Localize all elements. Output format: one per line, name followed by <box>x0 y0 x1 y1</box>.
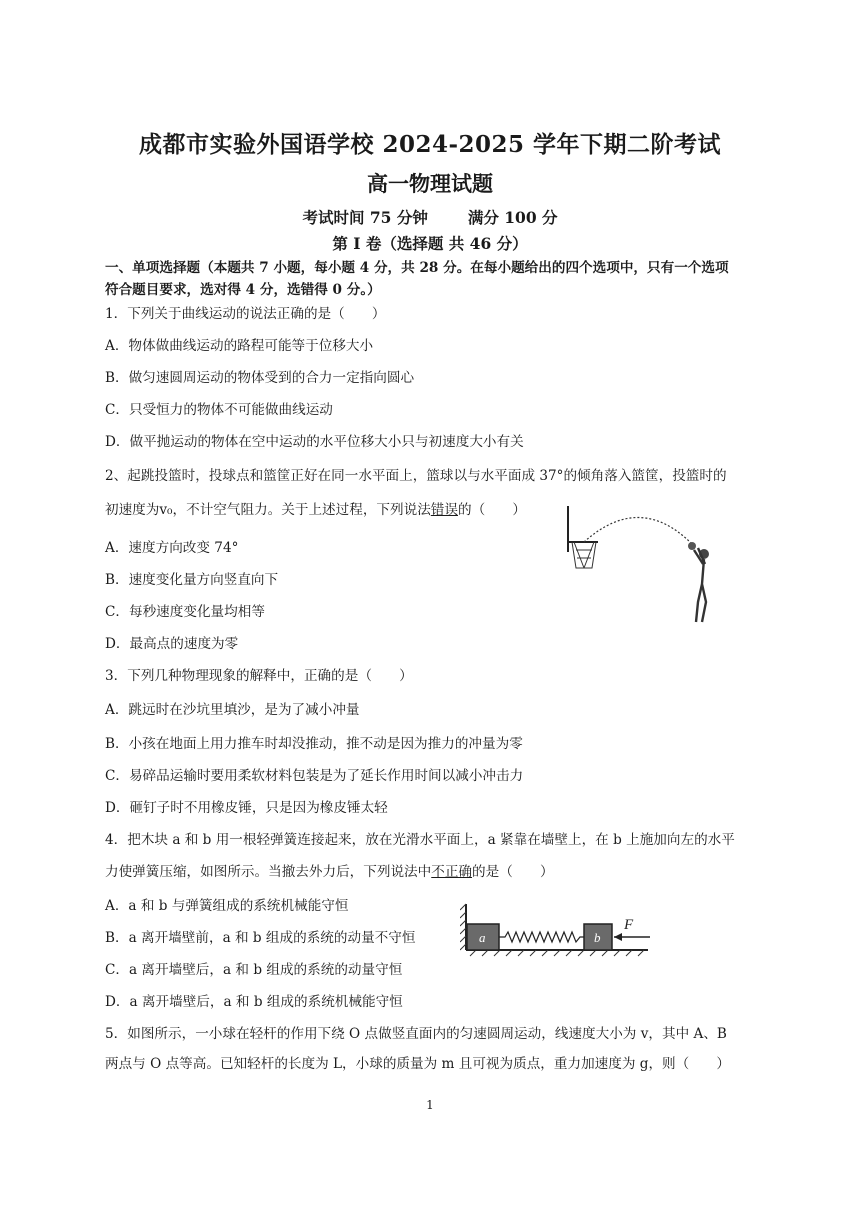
section-instructions-line1: 一、单项选择题（本题共 7 小题，每小题 4 分，共 28 分。在每小题给出的四个选项中，只有一个选项 <box>105 260 729 276</box>
q4-stem-text: 力使弹簧压缩，如图所示。当撤去外力后，下列说法中 <box>105 864 432 880</box>
q3-stem: 3．下列几种物理现象的解释中，正确的是（ ） <box>105 668 413 684</box>
block-a-label: a <box>479 930 486 945</box>
ball-trajectory <box>584 517 692 544</box>
page-number: 1 <box>426 1098 434 1112</box>
force-label: F <box>624 917 634 933</box>
q4-stem-end: 的是（ ） <box>472 864 554 880</box>
q3-option-a: A．跳远时在沙坑里填沙，是为了减小冲量 <box>105 702 360 718</box>
q4-option-d: D．a 离开墙壁后，a 和 b 组成的系统机械能守恒 <box>105 994 403 1010</box>
player-body <box>694 548 706 622</box>
q2-stem-text: 初速度为v₀，不计空气阻力。关于上述过程，下列说法 <box>105 502 431 518</box>
q2-emphasis: 错误 <box>430 502 458 518</box>
q2-option-a: A．速度方向改变 74° <box>105 540 239 556</box>
q2-stem-line2 <box>105 498 526 518</box>
spring-blocks-figure <box>460 902 660 964</box>
hoop-net <box>572 542 596 568</box>
q4-option-a: A．a 和 b 与弹簧组成的系统机械能守恒 <box>105 898 349 914</box>
q4-stem-line2 <box>105 860 554 880</box>
block-b-label: b <box>594 930 601 945</box>
part-heading: 第 I 卷（选择题 共 46 分） <box>332 234 528 253</box>
q4-emphasis: 不正确 <box>431 864 473 880</box>
q3-option-b: B．小孩在地面上用力推车时却没推动，推不动是因为推力的冲量为零 <box>105 736 523 752</box>
force-arrow-head <box>614 933 622 941</box>
exam-info <box>0 206 860 228</box>
exam-subtitle: 高一物理试题 <box>367 171 493 196</box>
section-instructions-line2: 符合题目要求，选对得 4 分，选错得 0 分。） <box>105 282 381 298</box>
spring <box>499 932 584 942</box>
q5-stem-line2: 两点与 O 点等高。已知轻杆的长度为 L，小球的质量为 m 且可视为质点，重力加速度为 g，则（ ） <box>105 1056 731 1072</box>
exam-time: 考试时间 75 分钟 <box>302 208 428 227</box>
q3-option-d: D．砸钉子时不用橡皮锤，只是因为橡皮锤太轻 <box>105 800 388 816</box>
basketball-shot-figure <box>560 502 720 628</box>
q2-stem-line1: 2、起跳投篮时，投球点和篮筐正好在同一水平面上，篮球以与水平面成 37°的倾角落入篮筐，投篮时的 <box>105 468 727 484</box>
q2-option-d: D．最高点的速度为零 <box>105 636 239 652</box>
full-score: 满分 100 分 <box>467 208 558 227</box>
q3-option-c: C．易碎品运输时要用柔软材料包装是为了延长作用时间以减小冲击力 <box>105 768 524 784</box>
q1-option-a: A．物体做曲线运动的路程可能等于位移大小 <box>105 338 374 354</box>
q4-stem-line1: 4．把木块 a 和 b 用一根轻弹簧连接起来，放在光滑水平面上，a 紧靠在墙壁上，在 b 上施加向左的水平 <box>105 832 735 848</box>
q5-stem-line1: 5．如图所示，一小球在轻杆的作用下绕 O 点做竖直面内的匀速圆周运动，线速度大小为 v，其中 A、B <box>105 1026 727 1042</box>
q1-option-c: C．只受恒力的物体不可能做曲线运动 <box>105 402 333 418</box>
q2-option-b: B．速度变化量方向竖直向下 <box>105 572 279 588</box>
q1-option-d: D．做平抛运动的物体在空中运动的水平位移大小只与初速度大小有关 <box>105 434 524 450</box>
q4-option-b: B．a 离开墙壁前，a 和 b 组成的系统的动量不守恒 <box>105 930 416 946</box>
q4-option-c: C．a 离开墙壁后，a 和 b 组成的系统的动量守恒 <box>105 962 403 978</box>
exam-title: 成都市实验外国语学校 2024-2025 学年下期二阶考试 <box>138 131 722 158</box>
q1-stem: 1．下列关于曲线运动的说法正确的是（ ） <box>105 306 386 322</box>
q2-stem-end: 的（ ） <box>457 502 526 518</box>
q2-option-c: C．每秒速度变化量均相等 <box>105 604 265 620</box>
basketball <box>688 542 696 550</box>
q1-option-b: B．做匀速圆周运动的物体受到的合力一定指向圆心 <box>105 370 415 386</box>
